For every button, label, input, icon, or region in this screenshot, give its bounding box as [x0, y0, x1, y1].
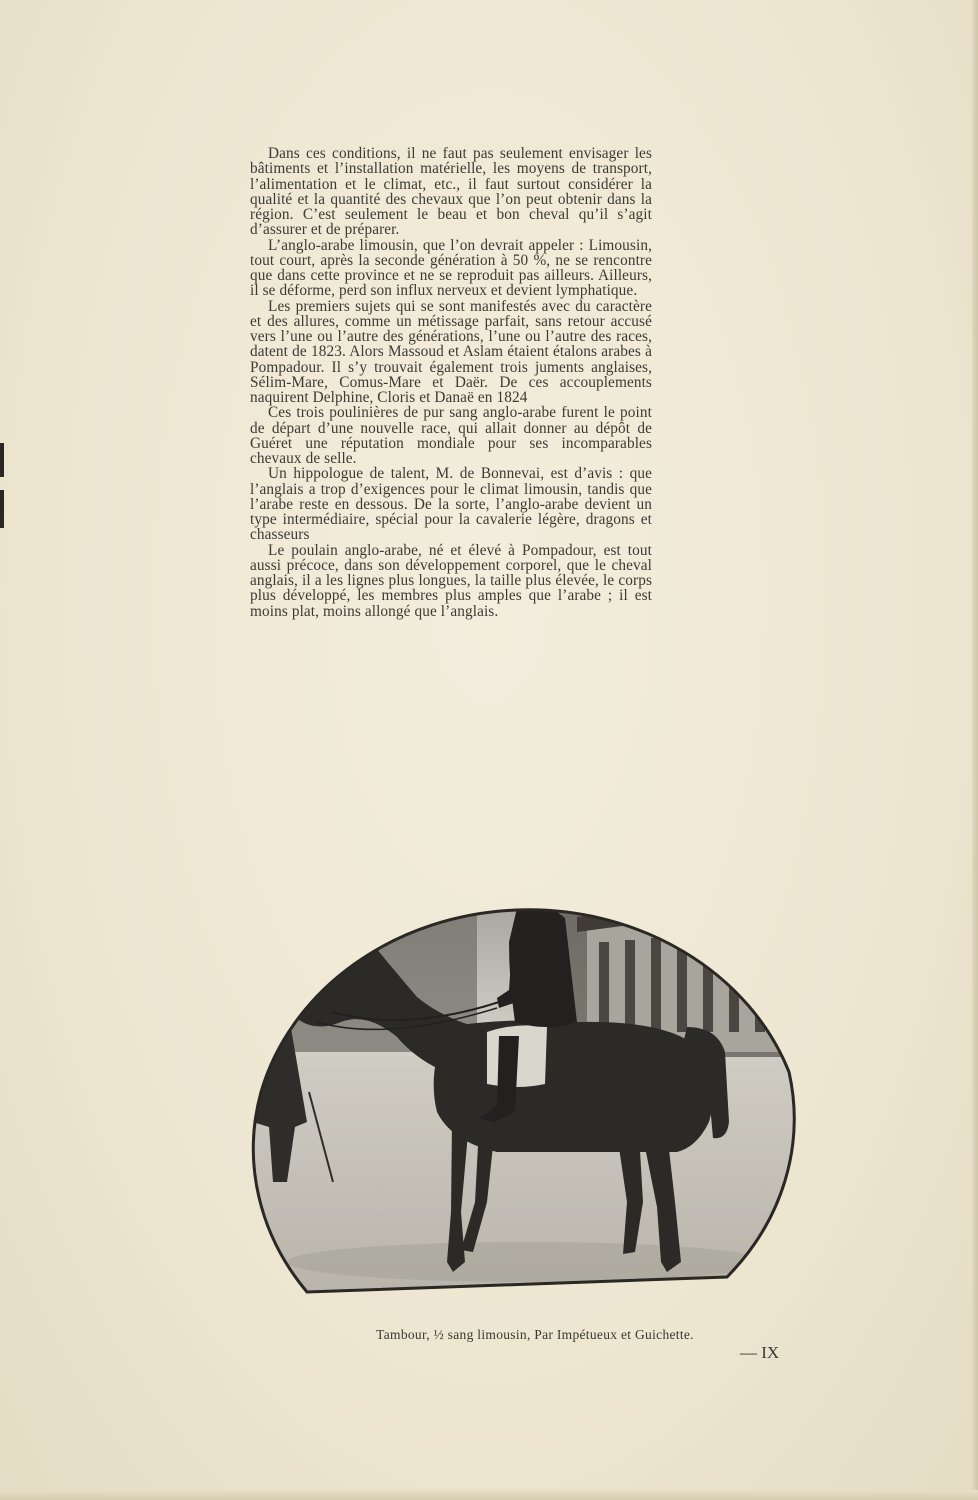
- horse-rider-illustration: [247, 822, 803, 1310]
- binding-mark: [0, 490, 4, 528]
- horse-rider-photo: [247, 822, 803, 1310]
- paragraph-conditions: Dans ces conditions, il ne faut pas seulement envisager les bâtiments et l’installation matérielle, les moyens de transport, l’alimentation et le climat, etc., il faut surtout considérer la qualité et la quantité des chevaux que l’on peut obtenir dans la région. C’est seulement le beau et bon cheval qu’il s’agit d’assurer et de préparer.: [250, 145, 652, 239]
- paragraph-premiers-sujets: Les premiers sujets qui se sont manifestés avec du caractère et des allures, comme un métissage parfait, sans retour accusé vers l’une ou l’autre des générations, l’une ou l’autre des races, datent de 1823. Alors Massoud et Aslam étaient étalons arabes à Pompadour. Il s’y trouvait également trois juments anglaises, Sélim-Mare, Comus-Mare et Daër. De ces accouplements naquirent Delphine, Cloris et Danaë en 1824: [250, 297, 652, 406]
- page-edge-right: [972, 0, 978, 1500]
- paragraph-poulinieres: Ces trois poulinières de pur sang anglo-arabe furent le point de départ d’une nouvelle race, qui allait donner au dépôt de Guéret une réputation mondiale pour ses incomparables chevaux de selle.: [250, 404, 652, 467]
- binding-mark: [0, 443, 4, 477]
- body-text: [250, 146, 652, 619]
- page-number: — IX: [740, 1343, 780, 1362]
- paragraph-anglo-arabe: L’anglo-arabe limousin, que l’on devrait appeler : Limousin, tout court, après la seconde génération à 50 %, ne se rencontre que dans cette province et ne se reproduit pas ailleurs. Ailleurs, il se déforme, perd son influx nerveux et devient lymphatique.: [250, 236, 652, 300]
- paragraph-poulain: Le poulain anglo-arabe, né et élevé à Pompadour, est tout aussi précoce, dans son développement corporel, que le cheval anglais, il a les lignes plus longues, la taille plus élevée, le corps plus développé, les membres plus amples que l’arabe ; il est moins plat, moins allongé que l’anglais.: [250, 541, 652, 620]
- photo-content: [247, 822, 803, 1310]
- paragraph-hippologue: Un hippologue de talent, M. de Bonnevai, est d’avis : que l’anglais a trop d’exigences pour le climat limousin, tandis que l’arabe reste en dessous. De la sorte, l’anglo-arabe devient un type intermédiaire, spécial pour la cavalerie légère, dragons et chasseurs: [250, 465, 652, 544]
- photo-caption: Tambour, ½ sang limousin, Par Impétueux et Guichette.: [376, 1327, 694, 1342]
- page-edge-bottom: [0, 1490, 978, 1500]
